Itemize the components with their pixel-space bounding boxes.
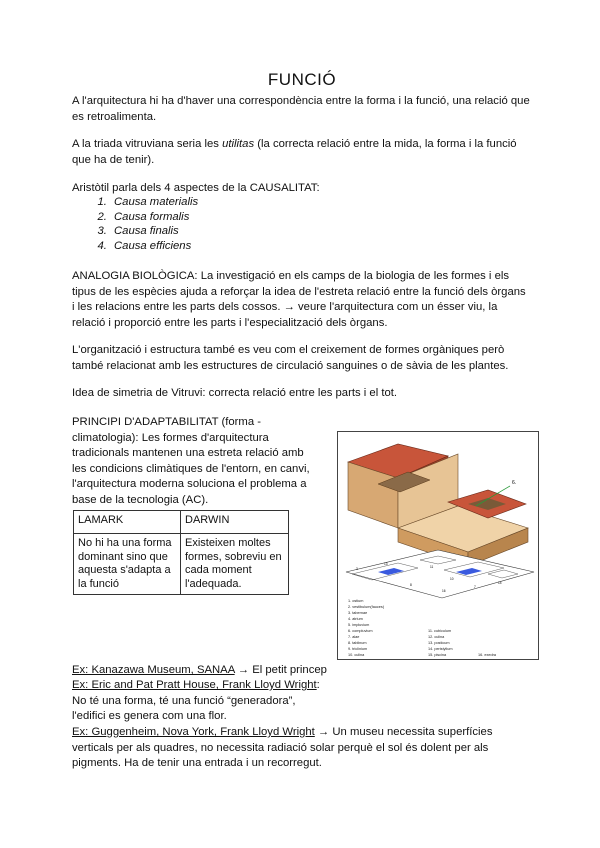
legend-item: 1. ostium xyxy=(348,599,364,603)
table-header-lamark: LAMARK xyxy=(74,511,181,534)
example-kanazawa xyxy=(72,663,530,679)
plan-number: 3 xyxy=(356,567,358,571)
example-kanazawa-rest: → El petit princep xyxy=(234,664,327,676)
legend-item: 16. exedra xyxy=(478,653,496,657)
example-link-pratt-house[interactable]: Ex: Eric and Pat Pratt House, Frank Lloyd Wright xyxy=(72,679,317,691)
list-item: 1. Causa materialis xyxy=(110,195,198,210)
plan-number: 11 xyxy=(430,565,434,569)
plan-number: 14 xyxy=(498,581,502,585)
list-item: 3. Causa finalis xyxy=(110,224,198,239)
legend-item: 5. impluvium xyxy=(348,623,370,627)
utilitas-term: utilitas xyxy=(222,138,255,150)
vitruvian-paragraph xyxy=(72,137,530,168)
legend-item: 15. piscina xyxy=(428,653,447,657)
plan-number: 13 xyxy=(384,562,388,566)
example-pratt-rest: : xyxy=(316,679,320,691)
biological-analogy-paragraph: ANALOGIA BIOLÒGICA: La investigació en els camps de la biologia de les formes i els tipus de les espècies ajuda a reforçar la idea de l'estreta relació entre la funció dels òrgans i les relacions entre les parts dels cossos. → veure l'arquitectura com un ésser viu, la relació i proporció entre les parts i l'especialització dels òrgans. xyxy=(72,270,526,329)
example-guggenheim-rest: → Un museu necessita superfícies verticals per als quadres, no necessita radiació solar perquè el sol és dolent per als pigments. Ha de tenir una entrada i un recorregut. xyxy=(72,726,493,769)
plan-legend xyxy=(348,599,497,657)
plan-number: 7 xyxy=(474,585,476,589)
organization-paragraph: L'organització i estructura també es veu com el creixement de formes orgàniques però també relacionat amb les estructures de circulació sanguines o de sàvia de les plantes. xyxy=(72,344,509,372)
legend-item: 3. tabernae xyxy=(348,611,368,615)
floor-plan xyxy=(346,550,534,598)
list-item: 4. Causa efficiens xyxy=(110,239,198,254)
example-guggenheim xyxy=(72,725,530,772)
roman-house-illustration xyxy=(338,432,538,659)
example-pratt-house xyxy=(72,678,530,725)
callout-label: 6. xyxy=(512,480,517,486)
table-cell-lamark: No hi ha una forma dominant sino que aquesta s'adapta a la funció xyxy=(74,534,181,595)
legend-item: 4. atrium xyxy=(348,617,363,621)
causes-list xyxy=(72,195,198,254)
plan-number: 16 xyxy=(442,589,446,593)
page-title: FUNCIÓ xyxy=(267,70,337,89)
legend-item: 2. vestibulum(fauces) xyxy=(348,605,385,609)
legend-item: 13. posticum xyxy=(428,641,450,645)
legend-item: 6. compluvium xyxy=(348,629,373,633)
example-pratt-line2: No té una forma, té una funció “generadora”, xyxy=(72,694,296,707)
intro-paragraph: A l'arquitectura hi ha d'haver una correspondència entre la forma i la funció, una relació que es retroalimenta. xyxy=(72,95,530,123)
vitruvian-pre: A la triada vitruviana seria les xyxy=(72,138,223,150)
symmetry-paragraph: Idea de simetria de Vitruvi: correcta relació entre les parts i el tot. xyxy=(72,387,398,399)
lamark-darwin-table xyxy=(73,510,289,595)
table-cell-darwin: Existeixen moltes formes, sobreviu en cada moment l'adequada. xyxy=(181,534,289,595)
legend-item: 14. peristylium xyxy=(428,647,453,651)
example-link-guggenheim[interactable]: Ex: Guggenheim, Nova York, Frank Lloyd Wright xyxy=(72,726,315,738)
table-header-darwin: DARWIN xyxy=(181,511,289,534)
adaptability-paragraph: PRINCIPI D'ADAPTABILITAT (forma - climatologia): Les formes d'arquitectura tradicionals mantenen una estreta relació amb les condicions climàtiques de l'entorn, en canvi, l'arquitectura moderna soluciona el problema a base de la tecnologia (AC). xyxy=(72,416,310,506)
legend-item: 7. alae xyxy=(348,635,360,639)
vitruvian-post: (la correcta relació entre la mida, la forma i la funció que ha de tenir). xyxy=(72,138,517,166)
legend-item: 9. triclinium xyxy=(348,647,368,651)
example-link-kanazawa[interactable]: Ex: Kanazawa Museum, SANAA xyxy=(72,664,235,676)
legend-item: 12. culina xyxy=(428,635,445,639)
example-pratt-line3: l'edifici es genera com una flor. xyxy=(72,710,227,722)
plan-number: 10 xyxy=(450,577,454,581)
causality-heading: Aristòtil parla dels 4 aspectes de la CAUSALITAT: xyxy=(72,182,320,194)
legend-item: 8. tablinum xyxy=(348,641,367,645)
plan-number: 8 xyxy=(410,583,412,587)
legend-item: 10. culina xyxy=(348,653,365,657)
roman-domus-figure xyxy=(337,431,539,660)
list-item: 2. Causa formalis xyxy=(110,210,198,225)
legend-item: 11. cubiculum xyxy=(428,629,452,633)
